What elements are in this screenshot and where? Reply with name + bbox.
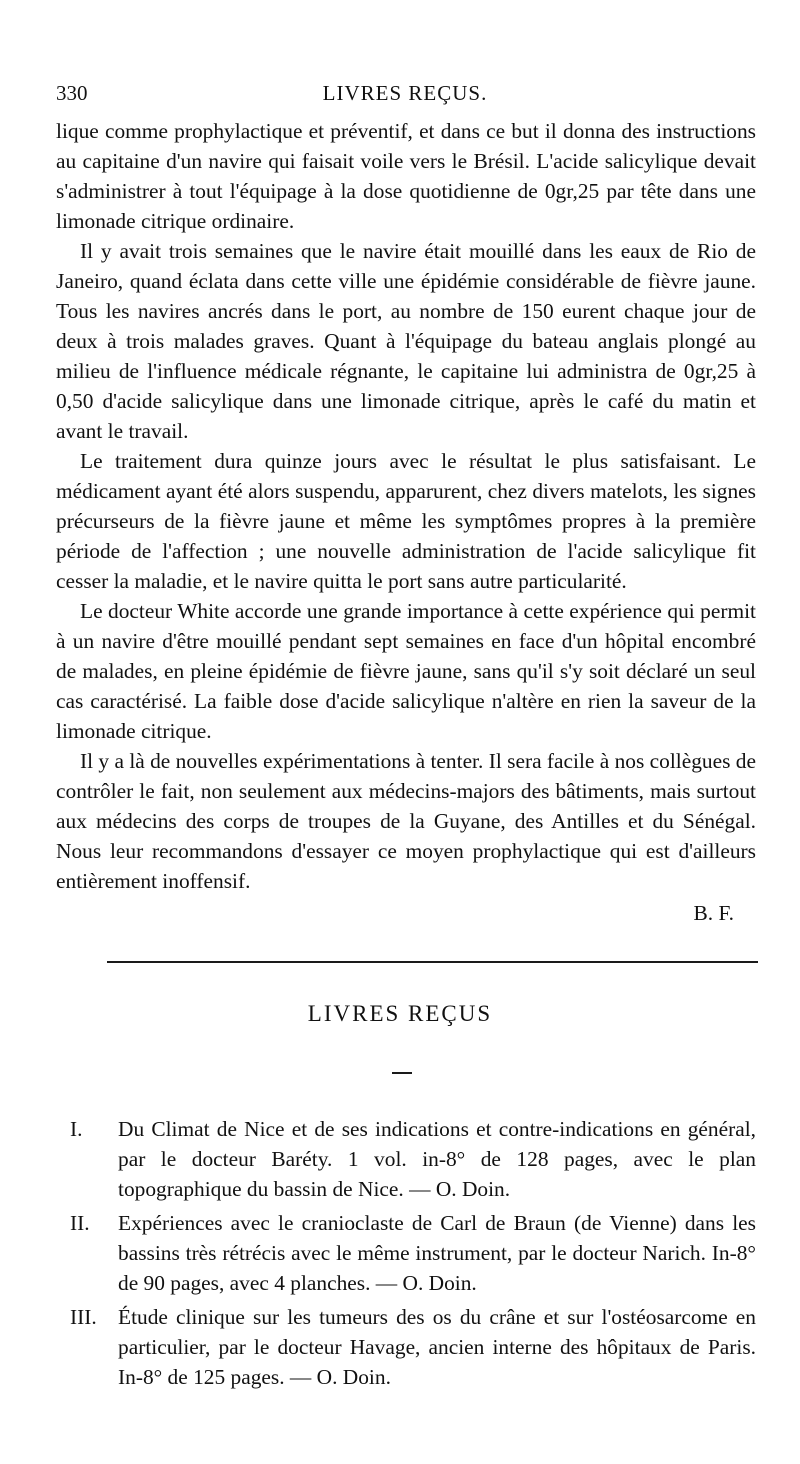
item-text: Du Climat de Nice et de ses indications et contre-indications en général, par le docteur Baréty. 1 vol. in-8° de 128 pages, avec le plan topographique du bassin de Nice. — O. Doin.: [118, 1117, 756, 1201]
paragraph: Il y avait trois semaines que le navire était mouillé dans les eaux de Rio de Janeiro, quand éclata dans cette ville une épidémie considérable de fièvre jaune. Tous les navires ancrés dans le port, au nombre de 150 eurent chaque jour de deux à trois malades graves. Quant à l'équipage du bateau anglais plongé au milieu de l'influence médicale régnante, le capitaine lui administra de 0gr,25 à 0,50 d'acide salicylique dans une limonade citrique, après le café du matin et avant le travail.: [56, 239, 756, 443]
list-item: [70, 1208, 756, 1298]
section-title: LIVRES REÇUS: [307, 1001, 493, 1026]
book-list: [70, 1114, 756, 1396]
list-item: [70, 1114, 756, 1204]
title-dash: [392, 1072, 412, 1074]
item-number: II.: [70, 1211, 90, 1235]
item-number: I.: [70, 1117, 83, 1141]
running-title: LIVRES REÇUS.: [322, 81, 488, 105]
author-signature: B. F.: [693, 901, 734, 925]
paragraph-continuation: lique comme prophylactique et préventif, et dans ce but il donna des instructions au capitaine d'un navire qui faisait voile vers le Brésil. L'acide salicylique devait s'administrer à tout l'équipage à la dose quotidienne de 0gr,25 par tête dans une limonade citrique ordinaire.: [56, 119, 756, 233]
section-divider: [107, 961, 758, 963]
item-number: III.: [70, 1305, 97, 1329]
paragraph: Le docteur White accorde une grande importance à cette expérience qui permit à un navire d'être mouillé pendant sept semaines en face d'un hôpital encombré de malades, en pleine épidémie de fièvre jaune, sans qu'il s'y soit déclaré un seul cas caractérisé. La faible dose d'acide salicylique n'altère en rien la saveur de la limonade citrique.: [56, 599, 756, 743]
paragraph: Le traitement dura quinze jours avec le résultat le plus satisfaisant. Le médicament ayant été alors suspendu, apparurent, chez divers matelots, les signes précurseurs de la fièvre jaune et même les symptômes propres à la première période de l'affection ; une nouvelle administration de l'acide salicylique fit cesser la maladie, et le navire quitta le port sans autre particularité.: [56, 449, 756, 593]
page-number: 330: [56, 81, 88, 105]
item-text: Étude clinique sur les tumeurs des os du crâne et sur l'ostéosarcome en particulier, par le docteur Havage, ancien interne des hôpitaux de Paris. In-8° de 125 pages. — O. Doin.: [118, 1305, 756, 1389]
item-text: Expériences avec le cranioclaste de Carl de Braun (de Vienne) dans les bassins très rétrécis avec le même instrument, par le docteur Narich. In-8° de 90 pages, avec 4 planches. — O. Doin.: [118, 1211, 756, 1295]
running-head: [56, 78, 754, 108]
article-body: [56, 116, 756, 930]
list-item: [70, 1302, 756, 1392]
paragraph: Il y a là de nouvelles expérimentations à tenter. Il sera facile à nos collègues de contrôler le fait, non seulement aux médecins-majors des bâtiments, mais surtout aux médecins des corps de troupes de la Guyane, des Antilles et du Sénégal. Nous leur recommandons d'essayer ce moyen prophylactique qui est d'ailleurs entièrement inoffensif.: [56, 749, 756, 893]
